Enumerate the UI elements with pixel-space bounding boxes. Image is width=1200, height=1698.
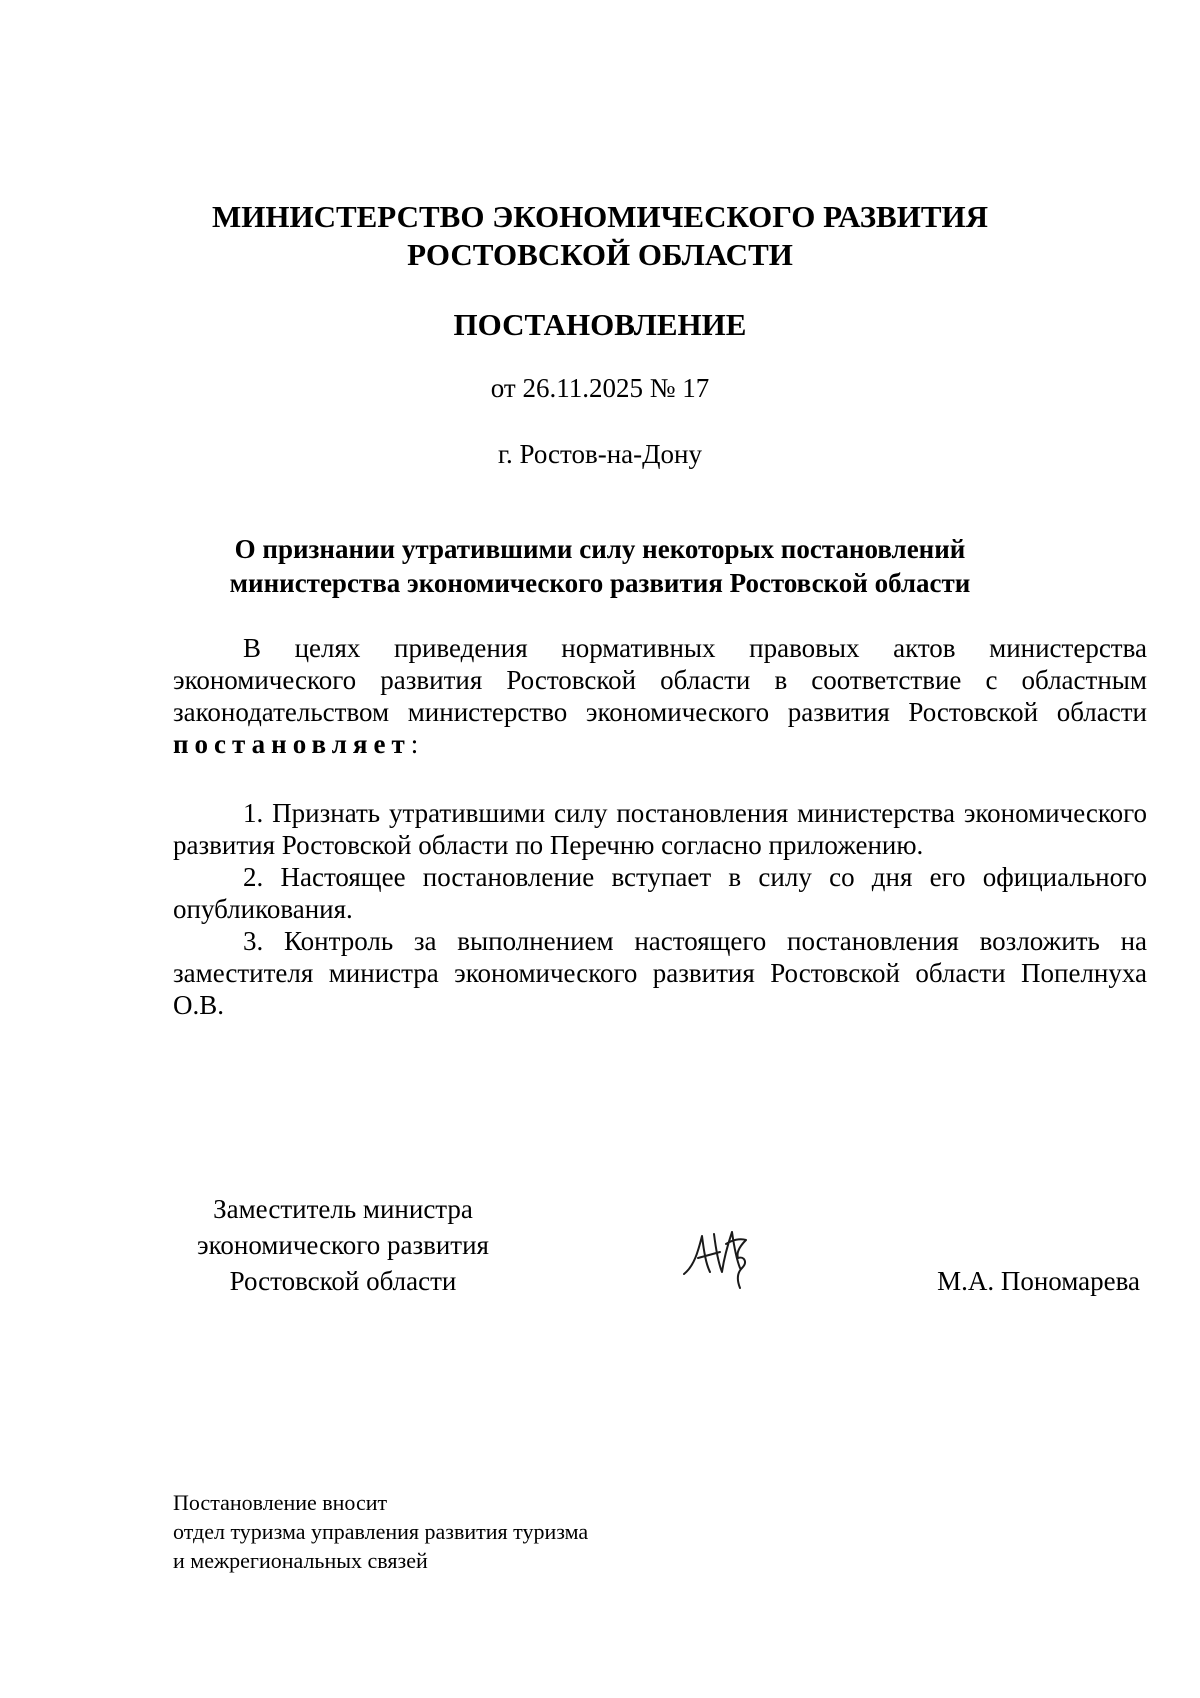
preamble-paragraph [173, 632, 1147, 760]
footer-line3: и межрегиональных связей [173, 1548, 428, 1573]
signatory-position-line1: Заместитель министра [213, 1194, 473, 1224]
document-type-title: ПОСТАНОВЛЕНИЕ [453, 307, 747, 342]
signatory-position [173, 1191, 513, 1299]
document-subject-line2: министерства экономического развития Ростовской области [229, 568, 971, 598]
footer-line2: отдел туризма управления развития туризма [173, 1519, 589, 1544]
preamble-colon: : [410, 729, 419, 759]
footer-line1: Постановление вносит [173, 1490, 388, 1515]
document-date-number: от 26.11.2025 № 17 [490, 373, 710, 403]
preamble-keyword: постановляет [173, 729, 411, 759]
resolution-item-2: 2. Настоящее постановление вступает в силу со дня его официального опубликования. [173, 862, 1147, 924]
ministry-header [0, 198, 1200, 274]
document-subject-line1: О признании утратившими силу некоторых постановлений [234, 534, 966, 564]
handwritten-signature [680, 1222, 760, 1292]
document-subject [0, 532, 1200, 600]
resolution-item-3: 3. Контроль за выполнением настоящего постановления возложить на заместителя министра экономического развития Ростовской области Попелнуха О.В. [173, 926, 1147, 1020]
signatory-position-line3: Ростовской области [229, 1266, 457, 1296]
document-city: г. Ростов-на-Дону [497, 439, 702, 469]
footer-note [173, 1488, 588, 1575]
signatory-name: М.А. Пономарева [937, 1266, 1140, 1296]
resolution-items [173, 797, 1147, 1021]
preamble-text: В целях приведения нормативных правовых актов министерства экономического развития Ростовской области в соответствие с областным законодательством министерство экономического развития Ростовской области [173, 633, 1147, 727]
ministry-header-line1: МИНИСТЕРСТВО ЭКОНОМИЧЕСКОГО РАЗВИТИЯ [211, 199, 989, 234]
resolution-item-1: 1. Признать утратившими силу постановления министерства экономического развития Ростовской области по Перечню согласно приложению. [173, 798, 1147, 860]
ministry-header-line2: РОСТОВСКОЙ ОБЛАСТИ [407, 237, 793, 272]
signatory-position-line2: экономического развития [197, 1230, 489, 1260]
